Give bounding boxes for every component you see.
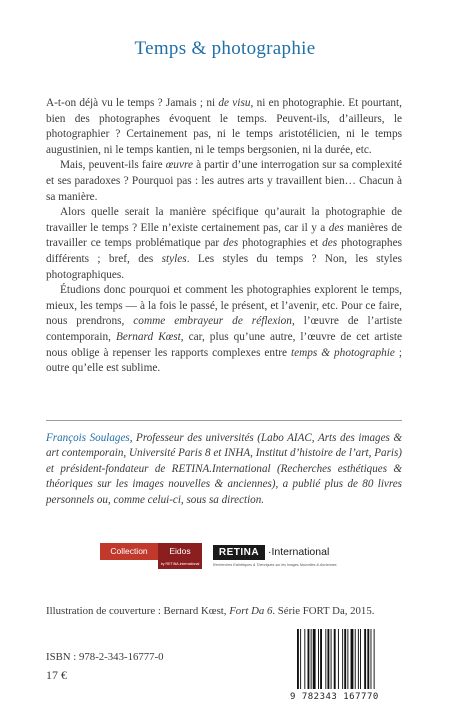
eidos-label: Eidos: [158, 543, 202, 560]
paragraph-2: Mais, peuvent-ils faire œuvre à partir d’une interrogation sur sa complexité et ses paradoxes ? Pourquoi pas : les autres arts y travaillent bien… Chacun à sa manière.: [46, 159, 402, 203]
author-bio: François Soulages, Professeur des universités (Labo AIAC, Arts des images & art contemporain, Université Paris 8 et INHA, Institut d’histoire de l’art, Paris) et président-fondateur de RETINA.International (Recherches esthétiques & théoriques sur les images nouvelles & anciennes), a publié plus de 80 livres personnels ou, comme celui-ci, sous sa direction.: [46, 432, 403, 506]
collection-eidos-logo: [100, 543, 202, 569]
paragraph-3: Alors quelle serait la manière spécifique qu’aurait la photographie de travailler le temps ? Elle n’existe certainement pas, car il y a des manières de travailler ce temps problématique par des photographies et des photographes différents ; bref, des styles. Les styles du temps ? Non, les styles photographiques.: [46, 206, 402, 281]
paragraph-1: A-t-on déjà vu le temps ? Jamais ; ni de visu, ni en photographie. Et pourtant, bien des photographes évoquent le temps. Peuvent-ils, d’ailleurs, le photographier ? Certainement pas, ni le temps aristotélicien, ni le temps augustinien, ni le temps kantien, ni le temps bergsonien, ni la durée, etc.: [46, 97, 402, 156]
eidos-sub: by RETINA.international: [158, 560, 202, 569]
retina-label: RETINA: [213, 545, 265, 560]
divider: [46, 420, 402, 421]
isbn: ISBN : 978-2-343-16777-0: [46, 651, 164, 663]
barcode-number: 9 782343 167770: [290, 692, 379, 702]
collection-label: Collection: [100, 543, 158, 560]
paragraph-4: Étudions donc pourquoi et comment les photographies explorent le temps, mieux, les temps — à la fois le passé, le présent, et l’avenir, etc. Pour ce faire, nous prendrons, comme embrayeur de réflexion, l’œuvre de l’artiste contemporain, Bernard Kœst, car, plus qu’une autre, l’œuvre de cet artiste nous oblige à repenser les rapports complexes entre temps & photographie ; outre qu’elle est sublime.: [46, 284, 403, 375]
author-name: François Soulages: [46, 432, 130, 444]
international-label: ·International: [268, 546, 330, 558]
back-cover-text: [46, 96, 402, 377]
publisher-logos: [100, 543, 360, 577]
retina-subtitle: Recherches Esthétiques & Théoriques sur les Images Nouvelles & Anciennes: [213, 563, 337, 567]
cover-illustration-credit: Illustration de couverture : Bernard Kœst, Fort Da 6. Série FORT Da, 2015.: [46, 605, 375, 617]
book-title: Temps & photographie: [134, 38, 316, 59]
price: 17 €: [46, 668, 67, 682]
retina-international-logo: [213, 545, 363, 575]
barcode: [295, 629, 405, 689]
